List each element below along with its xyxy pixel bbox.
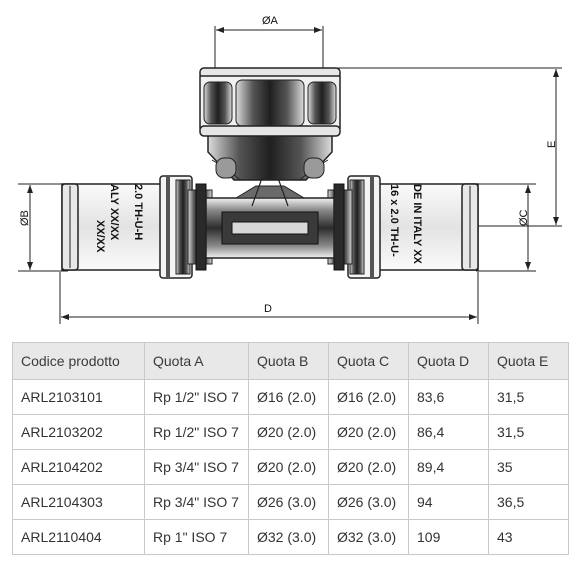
cell-quota-c: Ø20 (2.0) (329, 450, 409, 485)
table-row (13, 415, 569, 450)
cell-quota-d: 86,4 (409, 415, 489, 450)
product-spec-table (12, 342, 569, 555)
table-row (13, 520, 569, 555)
cell-codice: ARL2103101 (13, 380, 145, 415)
cell-quota-b: Ø32 (3.0) (249, 520, 329, 555)
table-row (13, 380, 569, 415)
cell-quota-c: Ø26 (3.0) (329, 485, 409, 520)
hex-head (200, 68, 340, 136)
cell-quota-b: Ø20 (2.0) (249, 415, 329, 450)
dimension-a (215, 15, 323, 68)
header-codice-prodotto: Codice prodotto (13, 343, 145, 380)
header-quota-d: Quota D (409, 343, 489, 380)
left-press-sleeve (160, 176, 212, 278)
dimension-d-label: D (264, 303, 272, 315)
cell-quota-b: Ø20 (2.0) (249, 450, 329, 485)
cell-quota-e: 36,5 (489, 485, 569, 520)
cell-codice: ARL2104202 (13, 450, 145, 485)
dimension-c (476, 184, 536, 271)
right-pipe-marking-a: 16 x 2.0 TH-U- (388, 184, 400, 257)
right-pipe-marking-b: DE IN ITALY XX (411, 184, 423, 264)
header-quota-a: Quota A (145, 343, 249, 380)
cell-quota-e: 31,5 (489, 415, 569, 450)
header-quota-c: Quota C (329, 343, 409, 380)
table-row (13, 450, 569, 485)
cell-quota-e: 43 (489, 520, 569, 555)
dimension-a-label: ØA (262, 15, 278, 27)
cell-quota-a: Rp 3/4" ISO 7 (145, 450, 249, 485)
cell-quota-c: Ø16 (2.0) (329, 380, 409, 415)
cell-codice: ARL2110404 (13, 520, 145, 555)
dimension-b-label: ØB (19, 210, 31, 226)
left-pipe-marking-a: ALY XX/XX (108, 184, 120, 241)
header-quota-b: Quota B (249, 343, 329, 380)
left-pipe-marking-b: 2.0 TH-U-H (132, 184, 144, 241)
cell-codice: ARL2103202 (13, 415, 145, 450)
dimension-d (60, 272, 478, 324)
cell-quota-b: Ø16 (2.0) (249, 380, 329, 415)
dimension-b (18, 184, 68, 271)
table-header-row (13, 343, 569, 380)
tee-body (206, 178, 334, 258)
dimension-e-label: E (546, 140, 558, 148)
cell-quota-d: 109 (409, 520, 489, 555)
right-press-sleeve (328, 176, 380, 278)
cell-quota-c: Ø20 (2.0) (329, 415, 409, 450)
cell-quota-e: 31,5 (489, 380, 569, 415)
cell-quota-c: Ø32 (3.0) (329, 520, 409, 555)
branch-neck (208, 134, 332, 180)
cell-quota-e: 35 (489, 450, 569, 485)
cell-quota-a: Rp 1" ISO 7 (145, 520, 249, 555)
cell-quota-d: 89,4 (409, 450, 489, 485)
tee-fitting (62, 68, 478, 278)
cell-quota-b: Ø26 (3.0) (249, 485, 329, 520)
cell-quota-d: 83,6 (409, 380, 489, 415)
cell-quota-a: Rp 3/4" ISO 7 (145, 485, 249, 520)
cell-quota-a: Rp 1/2" ISO 7 (145, 380, 249, 415)
dimension-c-label: ØC (518, 209, 530, 226)
cell-quota-d: 94 (409, 485, 489, 520)
left-pipe-marking-c: XX/XX (94, 220, 106, 253)
cell-codice: ARL2104303 (13, 485, 145, 520)
header-quota-e: Quota E (489, 343, 569, 380)
cell-quota-a: Rp 1/2" ISO 7 (145, 415, 249, 450)
table-row (13, 485, 569, 520)
